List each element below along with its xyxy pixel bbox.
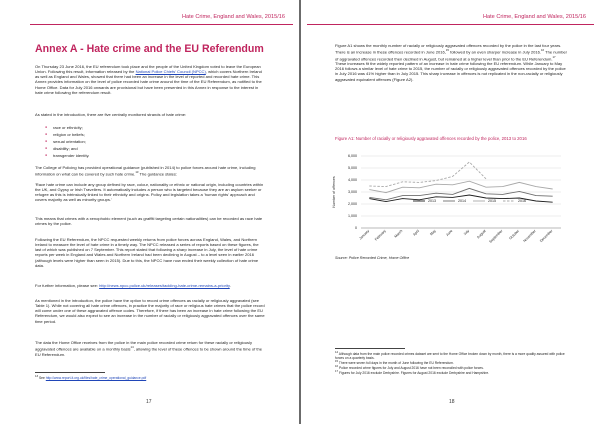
page-17 — [0, 0, 299, 424]
legend-label: 2014 — [458, 199, 466, 204]
x-axis-ticks — [358, 228, 554, 244]
x-tick-label: January — [358, 228, 371, 241]
y-axis-ticks — [348, 154, 357, 230]
x-tick-label: September — [488, 228, 504, 244]
y-axis-label: Number of offences — [332, 176, 336, 208]
figure-source: Source: Police Recorded Crime, Home Office — [335, 256, 410, 260]
y-tick-label: 3,000 — [348, 190, 357, 195]
line-chart — [321, 148, 591, 258]
footnote-17: $^{17}$ Figures for July 2016 exclude Derbyshire. Figures for August 2016 exclude Derbyshire and Hampshire. — [335, 370, 490, 376]
npcc-link[interactable]: National Police Chiefs' Council (NPCC) — [135, 69, 206, 75]
legend-label: 2016 — [518, 199, 526, 204]
y-tick-label: 0 — [355, 226, 357, 231]
x-tick-label: July — [462, 228, 471, 237]
list-item: ● transgender identity. — [45, 152, 245, 159]
chart-grid — [361, 156, 561, 228]
paragraph-monthly-data: The data the Home Office receives from the police in the main police recorded crime return for these racially or religiously aggravated offences are available on a monthly basis$^{14}$, allowing the level of these offences to be shown around the time of the EU Referendum. — [35, 340, 263, 357]
x-tick-label: November — [522, 228, 537, 244]
guidance-link[interactable]: http://www.report-it.org.uk/files/hate_crime_operational_guidance.pdf — [45, 376, 147, 381]
list-item: ● sexual orientation; — [45, 138, 245, 145]
x-tick-label: March — [393, 228, 404, 239]
annex-heading: Annex A - Hate crime and the EU Referendum — [35, 43, 264, 55]
y-tick-label: 4,000 — [348, 178, 357, 183]
footnote-16: $^{16}$ Police recorded crime figures for July and August 2016 have not been reconciled with police forces. — [335, 365, 484, 371]
page-number: 18 — [449, 399, 455, 405]
page-number: 17 — [146, 399, 152, 405]
list-item: ● religion or beliefs; — [45, 131, 245, 138]
figure-title: Figure A1: Number of racially or religiously aggravated offences recorded by the police, 2013 to 2016 — [335, 136, 527, 141]
running-head: Hate Crime, England and Wales, 2015/16 — [181, 14, 285, 20]
header-rule — [30, 24, 293, 25]
y-tick-label: 1,000 — [348, 214, 357, 219]
running-head: Hate Crime, England and Wales, 2015/16 — [482, 14, 586, 20]
npcc-release-link[interactable]: http://news.npcc.police.uk/releases/tackling-hate-crime-remains-a-priority — [99, 283, 230, 288]
x-tick-label: October — [508, 228, 521, 241]
footnote-ref[interactable]: 14 — [130, 345, 134, 350]
x-tick-label: April — [412, 228, 421, 237]
list-item: ● race or ethnicity; — [45, 124, 245, 131]
paragraph-college-of-policing: The College of Policing has provided operational guidance (published in 2014) to police forces around hate crime, including information on what can be covered by such hate crime.$^{13}$ The guidance states: — [35, 165, 256, 177]
y-tick-label: 5,000 — [348, 166, 357, 171]
series-line-2015 — [369, 181, 552, 192]
paragraph-xenophobic: This means that crimes with a xenophobic element (such as graffiti targeting certain nationalities) can be recorded as race hate crimes by the police. — [35, 216, 263, 227]
legend-label: 2015 — [488, 199, 496, 204]
paragraph-further-info: For further information, please see: http://news.npcc.police.uk/releases/tackling-hate-crime-remains-a-priority. — [35, 283, 231, 288]
footnote-13: $^{13}$ See http://www.report-it.org.uk/files/hate_crime_operational_guidance.pdf — [35, 375, 147, 381]
footnote-rule — [335, 348, 405, 349]
paragraph-strands: As stated in the introduction, there are five centrally monitored strands of hate crime: — [35, 112, 187, 117]
chart-legend — [413, 199, 526, 203]
paragraph-aggravated: As mentioned in the introduction, the police have the option to record crime offences as racially or religiously aggravated (see Table 1). While not covering all hate crime offences, in practice the majority of race or religious hate crimes that the police record will come under one of these aggravated offence codes. Therefore, if there has been an increase in hate crime following the EU Referendum, we would also expect to see an increase in the number of racially or religiously aggravated offences over the same time period. — [35, 298, 265, 324]
y-tick-label: 2,000 — [348, 202, 357, 207]
paragraph-npcc-returns: Following the EU Referendum, the NPCC requested weekly returns from police forces across England, Wales, and Northern Ireland to measure the level of hate crime in a timely way. The NPCC released a series of reports based on these figures, the last of which was published on 7 September. This report stated that following a sharp increase in July, the level of hate crime reports per week in England and Wales and Northern Ireland had been declining in August – to a level seen in earlier 2016 (although levels were higher than seen in 2015). Due to this, the NPCC have now ended their weekly collection of hate crime data. — [35, 237, 259, 268]
footnote-15: $^{15}$ There were seven full days in the month of June following the EU Referendum. — [335, 360, 454, 366]
paragraph-figure-a1-intro: Figure A1 shows the monthly number of racially or religiously aggravated offences recorded by the police in the last four years. There is an increase in these offences recorded in June 2016,15 followed by an even sharper increase in July 2016.16 The number of aggravated offences recorded then declined in August, but remained at a higher level than prior to the EU Referendum.$^{17}$ These increases fit the widely reported pattern of an increase in hate crime following the EU referendum. While January to May 2016 follows a similar level of hate crime to 2015, the number of racially or religiously aggravated offences recorded by the police in July 2016 was 41% higher than in July 2015. This sharp increase in offences is not replicated in the non-racially or religiously aggravated equivalent offences (Figure A2). — [335, 43, 567, 82]
x-tick-label: June — [445, 228, 454, 238]
legend-label: 2013 — [428, 199, 436, 204]
strands-list — [45, 124, 245, 159]
x-tick-label: May — [429, 228, 437, 237]
series-line-2014 — [369, 188, 552, 199]
page-18 — [301, 0, 600, 424]
header-rule — [307, 24, 594, 25]
footnote-ref[interactable]: 13 — [135, 170, 139, 175]
x-tick-label: December — [539, 228, 554, 244]
series-line-2016 — [369, 162, 486, 187]
list-item: ● disability; and — [45, 145, 245, 152]
paragraph-guidance-quote: 'Race hate crime can include any group defined by race, colour, nationality or ethnic or national origin, including countries within the UK, and Gypsy or Irish Travellers. It automatically includes a person who is targeted because they are an asylum seeker or refugee as this is intrinsically linked to their ethnicity and origins. Policy and legislation takes a 'human rights' approach and covers majority as well as minority groups.' — [35, 182, 264, 203]
y-tick-label: 6,000 — [348, 154, 357, 159]
x-tick-label: February — [373, 228, 387, 242]
footnote-rule — [35, 372, 105, 373]
paragraph-referendum: On Thursday 23 June 2016, the EU referendum took place and the people of the United Kingdom voted to leave the European Union. Following this result, information released by the National Police Chiefs' Council (NPCC), which covers Northern Ireland as well as England and Wales, showed that there had been an increase in the level of reported and recorded hate crime. This Annex provides information on the level of police recorded hate crime around the time of the EU Referendum, as notified to the Home Office. Data for July 2016 onwards are provisional but have been presented in this Annex in response to the interest in hate crime following the referendum result. — [35, 64, 262, 95]
x-tick-label: August — [476, 228, 487, 240]
footnote-14: $^{14}$ Although data from the main police recorded crimes dataset are sent to the Home Office broken down by month, there is a more quality assured with police forces on a quarterly basis. — [335, 351, 565, 361]
